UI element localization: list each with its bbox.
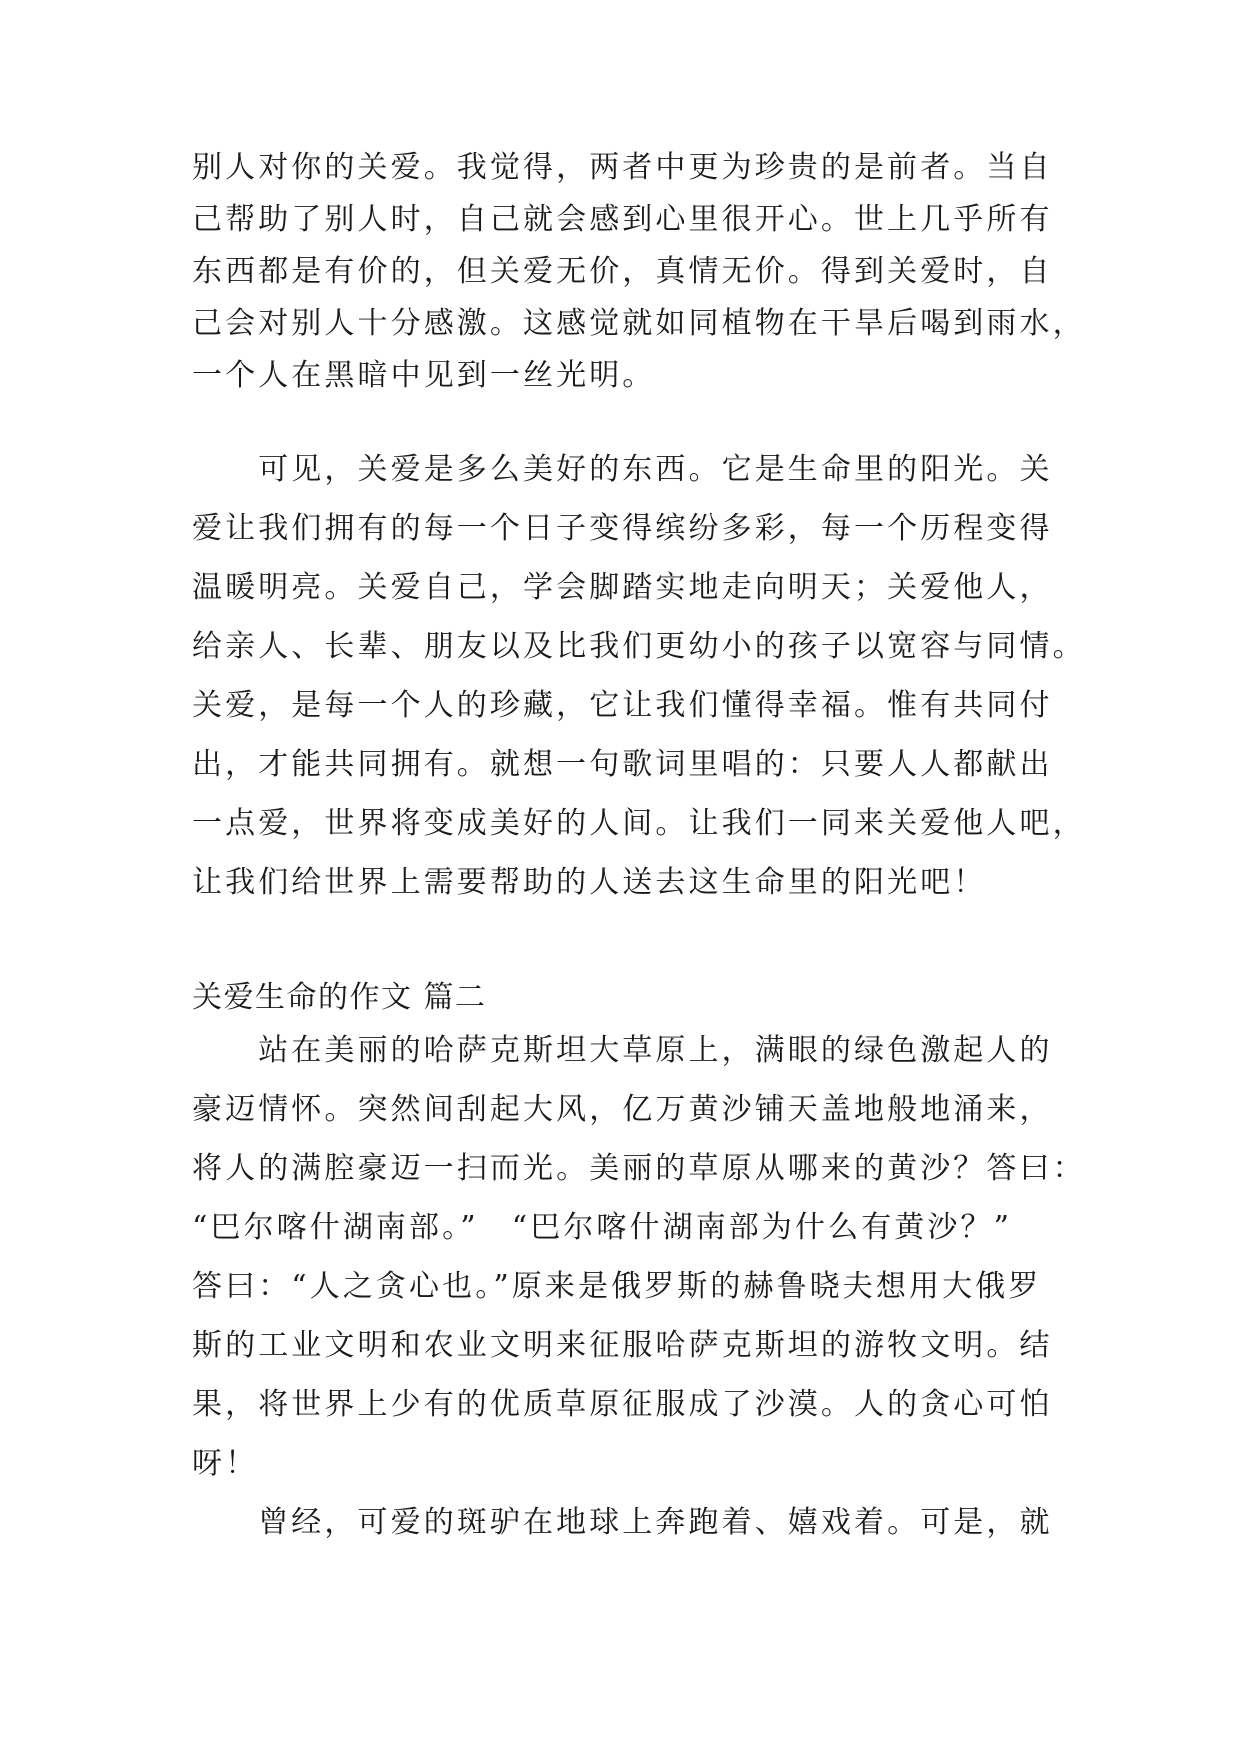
paragraph-line: 爱让我们拥有的每一个日子变得缤纷多彩，每一个历程变得 (192, 511, 1053, 546)
paragraph-line: 果，将世界上少有的优质草原征服成了沙漠。人的贪心可怕 (192, 1387, 1053, 1422)
paragraph-line: 关爱，是每一个人的珍藏，它让我们懂得幸福。惟有共同付 (192, 688, 1053, 723)
paragraph-line: 别人对你的关爱。我觉得，两者中更为珍贵的是前者。当自 (192, 150, 1053, 185)
paragraph-line: 给亲人、长辈、朋友以及比我们更幼小的孩子以宽容与同情。 (192, 629, 1086, 664)
paragraph-line: 豪迈情怀。突然间刮起大风，亿万黄沙铺天盖地般地涌来， (192, 1092, 1053, 1127)
paragraph-line: 温暖明亮。关爱自己，学会脚踏实地走向明天；关爱他人， (192, 570, 1053, 605)
paragraph-line: “巴尔喀什湖南部。” “巴尔喀什湖南部为什么有黄沙？” (192, 1210, 1013, 1245)
paragraph-line: 出，才能共同拥有。就想一句歌词里唱的：只要人人都献出 (192, 747, 1053, 782)
paragraph-line: 东西都是有价的，但关爱无价，真情无价。得到关爱时，自 (192, 254, 1053, 289)
paragraph-line: 答曰：“人之贪心也。”原来是俄罗斯的赫鲁晓夫想用大俄罗 (192, 1269, 1042, 1304)
paragraph-line: 一点爱，世界将变成美好的人间。让我们一同来关爱他人吧， (192, 806, 1086, 841)
paragraph-line: 一个人在黑暗中见到一丝光明。 (192, 358, 656, 393)
paragraph-line: 曾经，可爱的斑驴在地球上奔跑着、嬉戏着。可是，就 (192, 1505, 1053, 1540)
paragraph-line: 让我们给世界上需要帮助的人送去这生命里的阳光吧！ (192, 865, 987, 900)
section-heading: 关爱生命的作文 篇二 (192, 980, 487, 1015)
paragraph-line: 站在美丽的哈萨克斯坦大草原上，满眼的绿色激起人的 (192, 1033, 1053, 1068)
paragraph-line: 可见，关爱是多么美好的东西。它是生命里的阳光。关 (192, 452, 1053, 487)
paragraph-line: 斯的工业文明和农业文明来征服哈萨克斯坦的游牧文明。结 (192, 1328, 1053, 1363)
paragraph-line: 己帮助了别人时，自己就会感到心里很开心。世上几乎所有 (192, 202, 1053, 237)
paragraph-line: 己会对别人十分感激。这感觉就如同植物在干旱后喝到雨水， (192, 306, 1086, 341)
paragraph-line: 呀！ (192, 1446, 259, 1481)
paragraph-line: 将人的满腔豪迈一扫而光。美丽的草原从哪来的黄沙？答曰： (192, 1151, 1086, 1186)
